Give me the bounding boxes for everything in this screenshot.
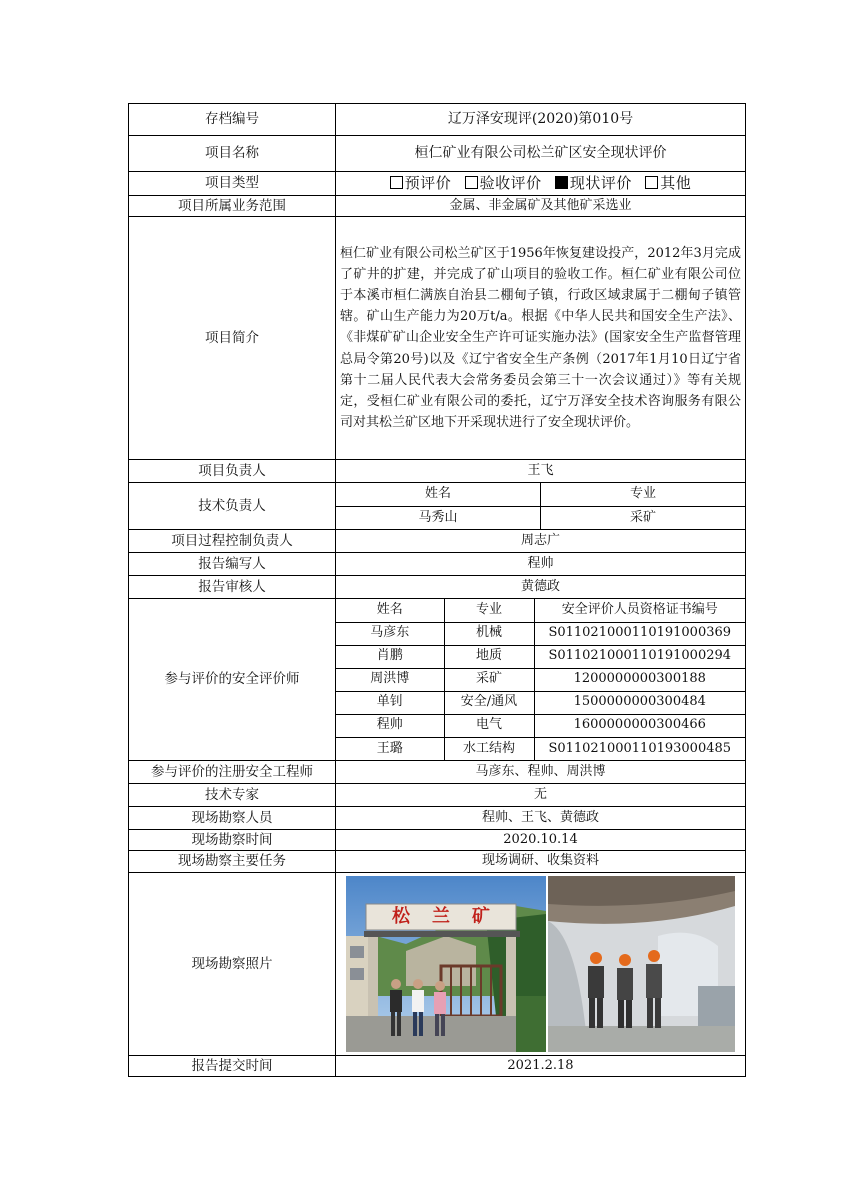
evaluator-major: 水工结构 [444, 737, 534, 760]
expert-value: 无 [336, 784, 746, 807]
evaluator-cert: S011021000110193000485 [534, 737, 745, 760]
project-type-label: 项目类型 [129, 172, 336, 196]
survey-time-value: 2020.10.14 [336, 830, 746, 851]
evaluator-cert: S011021000110191000369 [534, 622, 745, 645]
evaluator-cert: 1600000000300466 [534, 714, 745, 737]
tech-leader-major: 采矿 [541, 506, 746, 529]
tech-leader-name: 马秀山 [336, 506, 541, 529]
scope-value: 金属、非金属矿及其他矿采选业 [336, 196, 746, 217]
submit-time-value: 2021.2.18 [336, 1056, 746, 1077]
report-info-table [128, 103, 746, 1077]
evaluators-cell [336, 599, 746, 761]
project-name-label: 项目名称 [129, 136, 336, 172]
tech-leader-subtable [336, 483, 745, 529]
tech-leader-cell [336, 483, 746, 530]
evaluators-header-major: 专业 [444, 599, 534, 622]
survey-staff-label: 现场勘察人员 [129, 807, 336, 830]
evaluator-name: 王璐 [336, 737, 444, 760]
evaluator-major: 电气 [444, 714, 534, 737]
table-row [336, 622, 745, 645]
table-row [336, 737, 745, 760]
survey-photos-cell [336, 873, 746, 1056]
tech-leader-name-header: 姓名 [336, 483, 541, 506]
table-row [336, 714, 745, 737]
process-ctrl-label: 项目过程控制负责人 [129, 530, 336, 553]
survey-time-label: 现场勘察时间 [129, 830, 336, 851]
survey-photos-label: 现场勘察照片 [129, 873, 336, 1056]
evaluator-cert: S011021000110191000294 [534, 645, 745, 668]
evaluator-major: 机械 [444, 622, 534, 645]
checkbox-checked-icon [555, 176, 568, 189]
survey-staff-value: 程帅、王飞、黄德政 [336, 807, 746, 830]
writer-value: 程帅 [336, 553, 746, 576]
survey-task-value: 现场调研、收集资料 [336, 851, 746, 873]
evaluator-name: 马彦东 [336, 622, 444, 645]
writer-label: 报告编写人 [129, 553, 336, 576]
intro-text: 桓仁矿业有限公司松兰矿区于1956年恢复建设投产，2012年3月完成了矿井的扩建，并完成了矿山项目的验收工作。桓仁矿业有限公司位于本溪市桓仁满族自治县二棚甸子镇，行政区域隶属于二棚甸子镇管辖。矿山生产能力为20万t/a。根据《中华人民共和国安全生产法》、《非煤矿矿山企业安全生产许可证实施办法》(国家安全生产监督管理总局令第20号)以及《辽宁省安全生产条例（2017年1月10日辽宁省第十二届人民代表大会常务委员会第三十一次会议通过）》等有关规定，受桓仁矿业有限公司的委托，辽宁万泽安全技术咨询服务有限公司对其松兰矿区地下开采现状进行了安全现状评价。 [336, 217, 746, 460]
leader-label: 项目负责人 [129, 460, 336, 483]
checkbox-icon [465, 176, 478, 189]
project-name-value: 桓仁矿业有限公司松兰矿区安全现状评价 [336, 136, 746, 172]
reviewer-value: 黄德政 [336, 576, 746, 599]
evaluator-name: 周洪博 [336, 668, 444, 691]
type-option-acceptance: 验收评价 [465, 174, 542, 192]
evaluator-major: 地质 [444, 645, 534, 668]
checkbox-icon [390, 176, 403, 189]
table-row [336, 691, 745, 714]
tech-leader-label: 技术负责人 [129, 483, 336, 530]
checkbox-icon [645, 176, 658, 189]
submit-time-label: 报告提交时间 [129, 1056, 336, 1077]
evaluator-name: 肖鹏 [336, 645, 444, 668]
evaluator-name: 单钊 [336, 691, 444, 714]
mine-gate-photo [346, 876, 546, 1052]
evaluator-major: 安全/通风 [444, 691, 534, 714]
archive-label: 存档编号 [129, 104, 336, 136]
project-type-options [336, 172, 746, 196]
table-row [336, 645, 745, 668]
evaluator-cert: 1200000000300188 [534, 668, 745, 691]
evaluator-cert: 1500000000300484 [534, 691, 745, 714]
type-option-pre: 预评价 [390, 174, 452, 192]
evaluators-header-name: 姓名 [336, 599, 444, 622]
evaluators-label: 参与评价的安全评价师 [129, 599, 336, 761]
scope-label: 项目所属业务范围 [129, 196, 336, 217]
evaluator-name: 程帅 [336, 714, 444, 737]
expert-label: 技术专家 [129, 784, 336, 807]
table-row [336, 668, 745, 691]
evaluators-subtable [336, 599, 745, 760]
underground-photo [548, 876, 735, 1052]
tech-leader-major-header: 专业 [541, 483, 746, 506]
archive-value: 辽万泽安现评(2020)第010号 [336, 104, 746, 136]
reg-engineers-label: 参与评价的注册安全工程师 [129, 761, 336, 784]
type-option-status: 现状评价 [555, 174, 632, 192]
type-option-other: 其他 [645, 174, 691, 192]
reg-engineers-value: 马彦东、程帅、周洪博 [336, 761, 746, 784]
reviewer-label: 报告审核人 [129, 576, 336, 599]
intro-label: 项目简介 [129, 217, 336, 460]
process-ctrl-value: 周志广 [336, 530, 746, 553]
evaluators-header-cert: 安全评价人员资格证书编号 [534, 599, 745, 622]
evaluator-major: 采矿 [444, 668, 534, 691]
leader-value: 王飞 [336, 460, 746, 483]
survey-task-label: 现场勘察主要任务 [129, 851, 336, 873]
gate-sign-text: 松兰矿 [392, 906, 512, 927]
